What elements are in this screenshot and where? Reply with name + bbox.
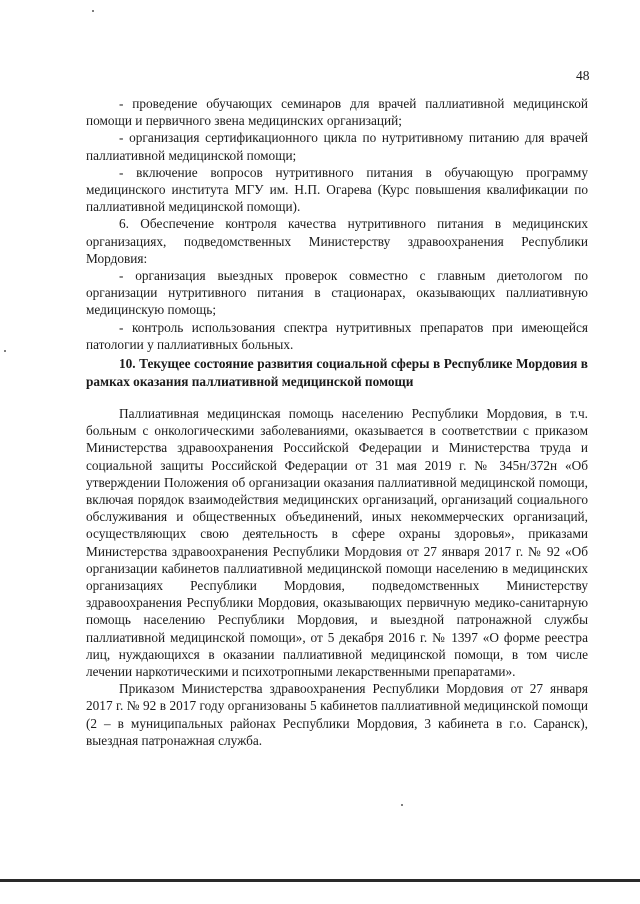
list-item: - организация сертификационного цикла по нутритивному питанию для врачей паллиативной медицинской помощи; [86, 130, 588, 163]
list-item: 6. Обеспечение контроля качества нутритивного питания в медицинских организациях, подведомственных Министерству здравоохранения Республики Мордовия: [86, 216, 588, 266]
scan-speck [92, 10, 94, 12]
list-section [86, 95, 588, 353]
body-paragraph: Приказом Министерства здравоохранения Республики Мордовия от 27 января 2017 г. № 92 в 2017 году организованы 5 кабинетов паллиативной медицинской помощи (2 – в муниципальных районах Республики Мордовия, 3 кабинета в г.о. Саранск), выездная патронажная служба. [86, 681, 588, 748]
scan-speck [4, 350, 6, 352]
section-heading: 10. Текущее состояние развития социальной сферы в Республике Мордовия в рамках оказания паллиативной медицинской помощи [86, 356, 588, 389]
scan-bottom-edge [0, 879, 640, 882]
list-item: - организация выездных проверок совместно с главным диетологом по организации нутритивного питания в стационарах, оказывающих паллиативную медицинскую помощь; [86, 268, 588, 318]
list-item: - контроль использования спектра нутритивных препаратов при имеющейся патологии у паллиативных больных. [86, 319, 588, 352]
body-paragraph: Паллиативная медицинская помощь населению Республики Мордовия, в т.ч. больным с онкологическими заболеваниями, оказывается в соответствии с приказом Министерства здравоохранения Российской Федерации и Министерства труда и социальной защиты Российской Федерации от 31 мая 2019 г. № 345н/372н «Об утверждении Положения об организации оказания паллиативной медицинской помощи, включая порядок взаимодействия медицинских организаций, организаций социального обслуживания и общественных объединений, иных некоммерческих организаций, осуществляющих свою деятельность в сфере охраны здоровья», приказами Министерства здравоохранения Республики Мордовия от 27 января 2017 г. № 92 «Об организации кабинетов паллиативной медицинской помощи населению в медицинских организациях Республики Мордовия, подведомственных Министерству здравоохранения Республики Мордовия, оказывающих первичную медико-санитарную помощь населению Республики Мордовия, и выездной патронажной службы паллиативной медицинской помощи», от 5 декабря 2016 г. № 1397 «О форме реестра лиц, нуждающихся в оказании паллиативной медицинской помощи, в том числе лечении наркотическими и психотропными лекарственными препаратами». [86, 406, 588, 680]
page-number: 48 [576, 68, 590, 83]
body-section [86, 405, 588, 749]
scan-speck [401, 804, 403, 806]
list-item: - включение вопросов нутритивного питания в обучающую программу медицинского института МГУ им. Н.П. Огарева (Курс повышения квалификации по паллиативной медицинской помощи). [86, 164, 588, 215]
list-item: - проведение обучающих семинаров для врачей паллиативной медицинской помощи и первичного звена медицинских организаций; [86, 96, 588, 129]
